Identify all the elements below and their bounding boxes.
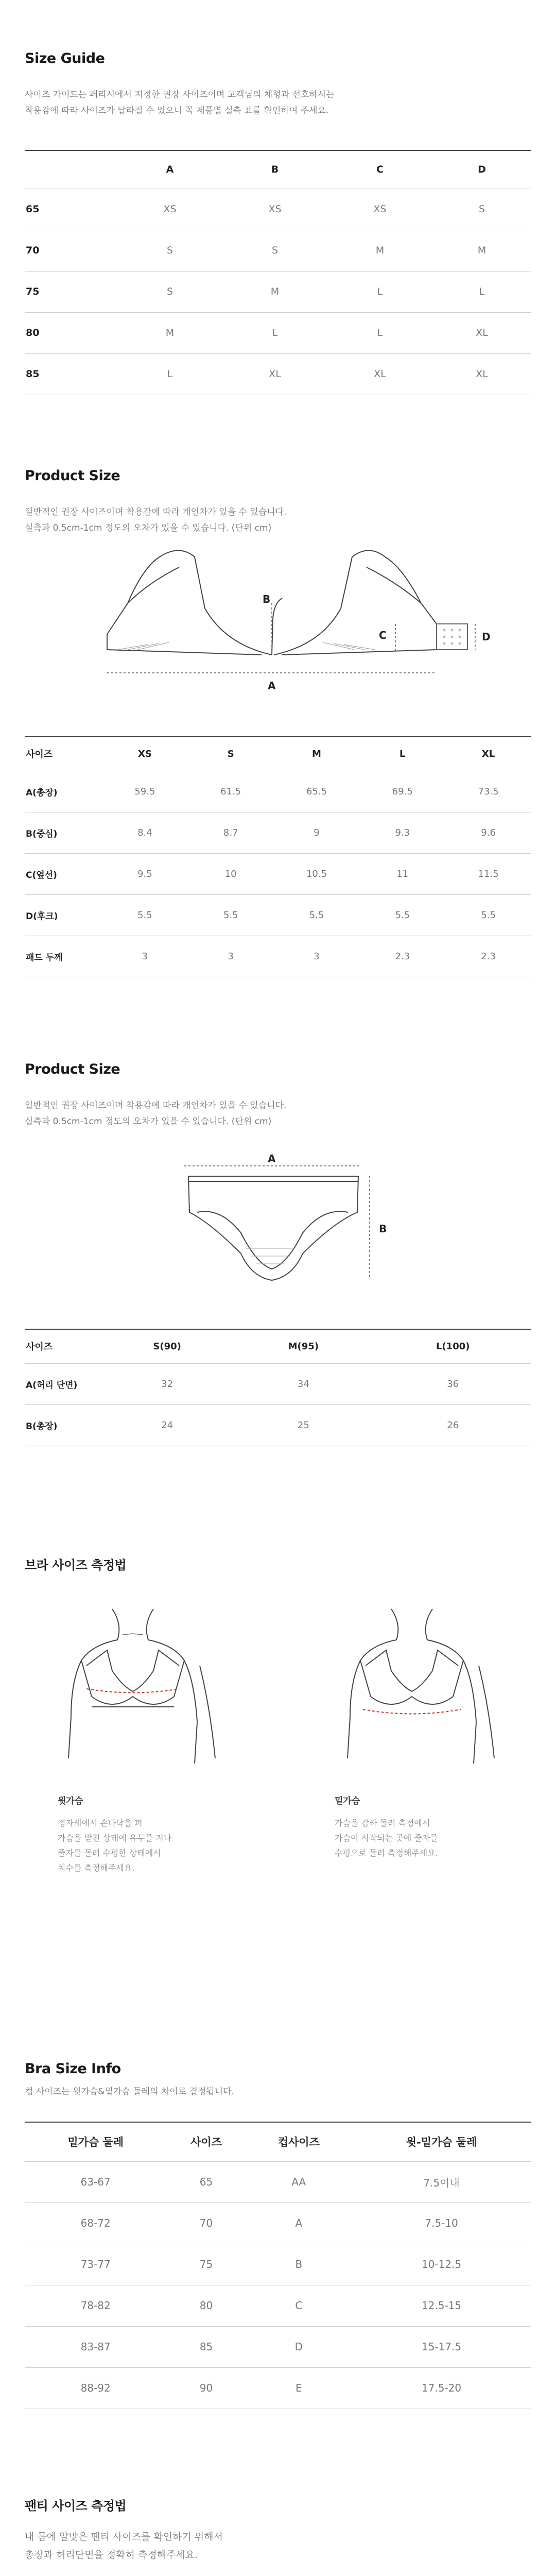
panty-measure-desc-line: 내 몸에 알맞은 팬티 사이즈를 확인하기 위해서 [25,2531,223,2543]
table-cell: D(후크) [25,894,102,936]
bra-diagram-illustration [25,547,531,701]
lower-bust-caption-title: 밑가슴 [335,1796,360,1806]
table-cell: C(옆선) [25,853,102,894]
table-header-cell: 밑가슴 둘레 [25,2122,166,2161]
table-header-row [25,150,531,189]
table-cell: 5.5 [188,894,274,936]
table-cell: 34 [232,1363,374,1404]
table-row [25,1363,531,1404]
table-cell: C [246,2285,352,2326]
bra-product-size-table [25,736,531,977]
panty-diagram-label-b: B [379,1223,387,1235]
table-cell: 65 [166,2161,246,2202]
table-cell: XS [327,189,432,230]
table-row [25,189,531,230]
table-cell: 78-82 [25,2285,166,2326]
table-cell: 7.5-10 [352,2202,531,2244]
bra-size-info-table [25,2122,531,2409]
upper-bust-caption-title: 윗가슴 [58,1796,83,1806]
table-row [25,312,531,353]
table-header-cell: XL [445,737,531,771]
table-cell: 12.5-15 [352,2285,531,2326]
table-header-cell: M(95) [232,1329,374,1363]
table-cell: 70 [166,2202,246,2244]
table-row [25,2326,531,2367]
table-header-cell: L [359,737,445,771]
table-cell: E [246,2367,352,2409]
bra-size-info-section [25,2061,531,2496]
lower-bust-caption-line: 가슴을 감싸 돌려 측정에서 [335,1818,430,1828]
table-row [25,2367,531,2409]
table-header-cell: 사이즈 [25,1329,102,1363]
table-cell: 3 [274,936,360,977]
table-cell: L [117,353,222,395]
table-cell: 5.5 [359,894,445,936]
table-cell: AA [246,2161,352,2202]
table-cell: 32 [102,1363,232,1404]
size-guide-desc-line: 사이즈 가이드는 페리시에서 지정한 권장 사이즈이며 고객님의 체형과 선호하시는 [25,90,335,100]
bra-diagram [25,547,531,701]
product-size-desc-line: 실측과 0.5cm-1cm 정도의 오차가 있을 수 있습니다. (단위 cm) [25,1116,272,1127]
upper-bust-caption-line: 치수를 측정해주세요. [58,1863,135,1873]
table-row [25,936,531,977]
table-header-cell [25,150,117,189]
table-cell: 85 [25,353,117,395]
table-header-row [25,737,531,771]
table-cell: 11 [359,853,445,894]
table-cell: 17.5-20 [352,2367,531,2409]
table-cell: M [117,312,222,353]
table-cell: 10 [188,853,274,894]
table-row [25,812,531,853]
table-cell: A [246,2202,352,2244]
table-row [25,2244,531,2285]
table-cell: L [327,271,432,312]
table-cell: 65.5 [274,771,360,812]
table-cell: 68-72 [25,2202,166,2244]
table-cell: L [222,312,327,353]
table-cell: 11.5 [445,853,531,894]
upper-bust-caption-line: 정자세에서 손바닥을 펴 [58,1818,143,1828]
bra-measure-section [25,1520,531,2061]
product-size-desc-line: 일반적인 권장 사이즈이며 착용감에 따라 개인차가 있을 수 있습니다. [25,1100,287,1111]
table-cell: 36 [374,1363,531,1404]
table-cell: 3 [102,936,188,977]
table-cell: 26 [374,1404,531,1446]
table-cell: S [117,230,222,271]
table-header-cell: M [274,737,360,771]
table-cell: XL [327,353,432,395]
bra-diagram-label-c: C [379,629,387,641]
table-header-cell: C [327,150,432,189]
table-cell: L [327,312,432,353]
table-cell: 9.3 [359,812,445,853]
product-size-title: Product Size [25,468,120,484]
table-header-cell: S [188,737,274,771]
table-cell: 5.5 [445,894,531,936]
bra-diagram-label-a: A [268,680,276,692]
lower-bust-caption-line: 가슴이 시작되는 곳에 줄자를 [335,1833,438,1843]
bra-size-info-desc: 컵 사이즈는 윗가슴&밑가슴 둘레의 차이로 결정됩니다. [25,2087,234,2097]
table-cell: B(중심) [25,812,102,853]
product-size-desc-line: 실측과 0.5cm-1cm 정도의 오차가 있을 수 있습니다. (단위 cm) [25,523,272,533]
product-size-bra-section [25,422,531,1030]
table-header-row [25,1329,531,1363]
lower-bust-illustration [335,1604,520,1769]
table-cell: 24 [102,1404,232,1446]
panty-diagram [25,1145,531,1300]
size-guide-desc-line: 착용감에 따라 사이즈가 달라질 수 있으니 꼭 제품별 실측 표를 확인하여 주세요. [25,106,329,116]
table-cell: 63-67 [25,2161,166,2202]
product-size-desc-line: 일반적인 권장 사이즈이며 착용감에 따라 개인차가 있을 수 있습니다. [25,507,287,517]
table-cell: XS [222,189,327,230]
table-cell: 7.5이내 [352,2161,531,2202]
table-cell: 75 [25,271,117,312]
table-cell: M [327,230,432,271]
table-cell: 80 [166,2285,246,2326]
table-row [25,2202,531,2244]
upper-bust-figure [25,1604,278,1875]
table-row [25,771,531,812]
upper-bust-illustration [45,1604,231,1769]
panty-measure-desc-line: 총장과 허리단면을 정확히 측정해주세요. [25,2549,198,2561]
table-header-cell: 사이즈 [25,737,102,771]
table-cell: 9 [274,812,360,853]
table-header-cell: A [117,150,222,189]
table-row [25,2161,531,2202]
table-cell: 88-92 [25,2367,166,2409]
bra-measure-title: 브라 사이즈 측정법 [25,1558,127,1572]
panty-product-size-table [25,1329,531,1446]
table-header-cell: S(90) [102,1329,232,1363]
table-cell: A(허리 단면) [25,1363,102,1404]
upper-bust-caption-line: 줄자를 돌려 수평한 상태에서 [58,1848,161,1858]
bra-size-info-title: Bra Size Info [25,2061,121,2077]
table-cell: 8.4 [102,812,188,853]
table-cell: S [222,230,327,271]
table-cell: 90 [166,2367,246,2409]
table-cell: XL [222,353,327,395]
table-cell: 75 [166,2244,246,2285]
table-header-cell: 컵사이즈 [246,2122,352,2161]
table-cell: XL [432,353,531,395]
table-cell: 25 [232,1404,374,1446]
table-cell: B [246,2244,352,2285]
table-cell: XL [432,312,531,353]
table-header-cell: 윗-밑가슴 둘레 [352,2122,531,2161]
table-cell: 패드 두께 [25,936,102,977]
table-cell: 73.5 [445,771,531,812]
size-guide-title: Size Guide [25,50,105,66]
table-cell: 65 [25,189,117,230]
bra-diagram-label-d: D [482,631,491,643]
table-header-cell: D [432,150,531,189]
table-cell: XS [117,189,222,230]
panty-measure-title: 팬티 사이즈 측정법 [25,2499,127,2513]
table-cell: 2.3 [359,936,445,977]
table-cell: 9.6 [445,812,531,853]
table-cell: 73-77 [25,2244,166,2285]
table-cell: 85 [166,2326,246,2367]
table-cell: D [246,2326,352,2367]
table-row [25,353,531,395]
table-cell: 69.5 [359,771,445,812]
bra-diagram-label-b: B [263,593,271,605]
table-row [25,271,531,312]
lower-bust-figure [278,1604,531,1875]
table-cell: 8.7 [188,812,274,853]
table-row [25,1404,531,1446]
table-cell: S [117,271,222,312]
table-cell: M [222,271,327,312]
table-header-cell: 사이즈 [166,2122,246,2161]
table-cell: 70 [25,230,117,271]
table-cell: 61.5 [188,771,274,812]
table-cell: 5.5 [274,894,360,936]
product-size-panty-section [25,1030,531,1520]
table-cell: 15-17.5 [352,2326,531,2367]
size-guide-section [25,0,531,422]
table-cell: 80 [25,312,117,353]
table-cell: 59.5 [102,771,188,812]
table-cell: A(총장) [25,771,102,812]
table-row [25,894,531,936]
table-cell: S [432,189,531,230]
size-guide-table [25,150,531,395]
panty-diagram-label-a: A [268,1153,276,1165]
table-cell: 2.3 [445,936,531,977]
table-header-cell: L(100) [374,1329,531,1363]
table-header-row [25,2122,531,2161]
table-cell: L [432,271,531,312]
table-cell: 10.5 [274,853,360,894]
table-cell: 10-12.5 [352,2244,531,2285]
product-size-title: Product Size [25,1061,120,1077]
panty-diagram-illustration [25,1145,531,1300]
table-cell: 83-87 [25,2326,166,2367]
table-header-cell: B [222,150,327,189]
table-header-cell: XS [102,737,188,771]
table-row [25,230,531,271]
table-cell: M [432,230,531,271]
upper-bust-caption-line: 가슴을 받친 상태에 유두를 지나 [58,1833,172,1843]
table-cell: 9.5 [102,853,188,894]
table-row [25,853,531,894]
table-cell: 3 [188,936,274,977]
lower-bust-caption-line: 수평으로 돌려 측정해주세요. [335,1848,438,1858]
table-cell: B(총장) [25,1404,102,1446]
panty-measure-section [25,2496,531,2576]
table-cell: 5.5 [102,894,188,936]
table-row [25,2285,531,2326]
